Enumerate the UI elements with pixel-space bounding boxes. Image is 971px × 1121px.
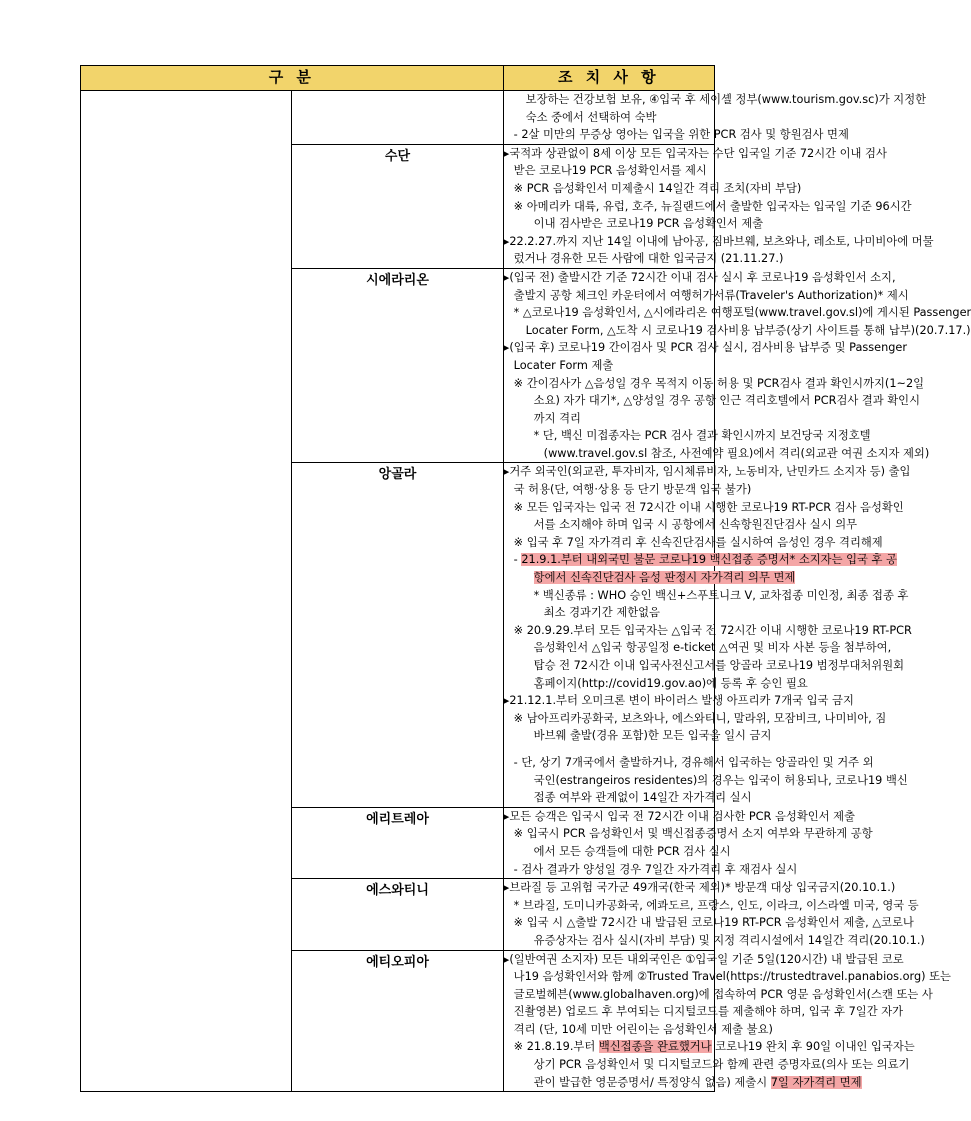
measures-cell bbox=[503, 463, 912, 807]
text-line: - 2살 미만의 무증상 영아는 입국을 위한 PCR 검사 및 항원검사 면제 bbox=[513, 128, 849, 142]
text-line: ※ 입국 후 7일 자가격리 후 신속진단검사를 실시하여 음성인 경우 격리해제 bbox=[513, 535, 883, 549]
text-line: 이내 검사받은 코로나19 PCR 음성확인서 제출 bbox=[533, 217, 764, 231]
text-line: 상기 PCR 음성확인서 및 디지털코드와 함께 관련 증명자료(의사 또는 의료기 bbox=[533, 1058, 910, 1072]
text-line: 출발지 공항 체크인 카운터에서 여행허가서류(Traveler's Authorization)* 제시 bbox=[513, 288, 909, 302]
text-line: ▸(일반여권 소지자) 모든 내외국인은 ①입국일 기준 5일(120시간) 내 발급된 코로 bbox=[503, 952, 904, 966]
measures-table bbox=[80, 65, 971, 1092]
text-line: ※ PCR 음성확인서 미제출시 14일간 격리 조치(자비 부담) bbox=[513, 181, 802, 195]
country-cell: 앙골라 bbox=[292, 463, 503, 807]
text-line: 음성확인서 △입국 항공일정 e-ticket △여권 및 비자 사본 등을 첨부하여, bbox=[533, 641, 892, 655]
text-line: * △코로나19 음성확인서, △시에라리온 여행포털(www.travel.gov.sl)에 게시된 Passenger bbox=[513, 306, 971, 320]
text-line: ※ 입국시 PCR 음성확인서 및 백신접종증명서 소지 여부와 무관하게 공항 bbox=[513, 827, 873, 841]
text-line: 접종 여부와 관계없이 14일간 자가격리 실시 bbox=[533, 791, 752, 805]
text-line: - 검사 결과가 양성일 경우 7일간 자가격리 후 재검사 실시 bbox=[513, 862, 798, 876]
text-line: 최소 경과기간 제한없음 bbox=[543, 606, 660, 620]
text-line: Locater Form, △도착 시 코로나19 검사비용 납부증(상기 사이트를 통해 납부)(20.7.17.) bbox=[525, 323, 971, 337]
text-line: ▸국적과 상관없이 8세 이상 모든 입국자는 수단 입국일 기준 72시간 이내 검사 bbox=[503, 146, 887, 160]
text-line: 에서 모든 승객들에 대한 PCR 검사 실시 bbox=[533, 844, 731, 858]
text-line: - 단, 상기 7개국에서 출발하거나, 경유해서 입국하는 앙골라인 및 거주 외 bbox=[513, 755, 874, 769]
text-line: ▸브라질 등 고위험 국가군 49개국(한국 제외)* 방문객 대상 입국금지(20.10.1.) bbox=[503, 881, 896, 895]
header-category: 구 분 bbox=[81, 66, 504, 91]
highlighted-text: 항에서 신속진단검사 음성 판정시 자가격리 의무 면제 bbox=[533, 571, 796, 585]
country-cell bbox=[292, 91, 503, 145]
text-line: ▸(입국 후) 코로나19 간이검사 및 PCR 검사 실시, 검사비용 납부증 및 Passenger bbox=[503, 341, 908, 355]
text-line: Locater Form 제출 bbox=[513, 358, 614, 372]
measures-cell bbox=[503, 144, 934, 268]
measures-cell bbox=[503, 807, 873, 878]
text-line bbox=[504, 1038, 915, 1056]
text-line: ※ 20.9.29.부터 모든 입국자는 △입국 전 72시간 이내 시행한 코로나19 RT-PCR bbox=[513, 623, 912, 637]
text-line: 국인(estrangeiros residentes)의 경우는 입국이 허용되나, 코로나19 백신 bbox=[533, 773, 908, 787]
highlighted-text: 21.9.1.부터 내외국민 불문 코로나19 백신접종 증명서* 소지자는 입국 후 공 bbox=[521, 553, 897, 567]
text-line: ▸(입국 전) 출발시간 기준 72시간 이내 검사 실시 후 코로나19 음성확인서 소지, bbox=[503, 270, 896, 284]
dash-marker: - bbox=[513, 553, 518, 567]
text-line bbox=[504, 551, 897, 569]
text-line: 홈페이지(http://covid19.gov.ao)에 등록 후 승인 필요 bbox=[533, 676, 808, 690]
header-measures: 조 치 사 항 bbox=[503, 66, 714, 91]
text-line: 유증상자는 검사 실시(자비 부담) 및 지정 격리시설에서 14일간 격리(20.10.1.) bbox=[533, 933, 925, 947]
country-cell: 에스와티니 bbox=[292, 879, 503, 950]
spacer bbox=[504, 745, 714, 754]
text-line: ※ 모든 입국자는 입국 전 72시간 이내 시행한 코로나19 RT-PCR 검사 음성확인 bbox=[513, 500, 904, 514]
text-line: * 단, 백신 미접종자는 PCR 검사 결과 확인시까지 보건당국 지정호텔 bbox=[533, 429, 871, 443]
text-line: ※ 입국 시 △출발 72시간 내 발급된 코로나19 RT-PCR 음성확인서 제출, △코로나 bbox=[513, 916, 914, 930]
text-line: * 브라질, 도미니카공화국, 에콰도르, 프랑스, 인도, 이라크, 이스라엘 미국, 영국 등 bbox=[513, 898, 919, 912]
country-cell: 시에라리온 bbox=[292, 268, 503, 463]
text-line: ※ 간이검사가 △음성일 경우 목적지 이동 허용 및 PCR검사 결과 확인시까지(1~2일 bbox=[513, 376, 925, 390]
text-line: 렀거나 경유한 모든 사람에 대한 입국금지 (21.11.27.) bbox=[513, 252, 784, 266]
text-line: 받은 코로나19 PCR 음성확인서를 제시 bbox=[513, 164, 707, 178]
measures-cell bbox=[503, 950, 951, 1092]
text-line: ※ 아메리카 대륙, 유럽, 호주, 뉴질랜드에서 출발한 입국자는 입국일 기준 96시간 bbox=[513, 199, 912, 213]
text-line: 서를 소지해야 하며 입국 시 공항에서 신속항원진단검사 실시 의무 bbox=[533, 518, 858, 532]
text-line bbox=[504, 1074, 862, 1092]
text-line: 나19 음성확인서와 함께 ②Trusted Travel(https://trustedtravel.panabios.org) 또는 bbox=[513, 970, 951, 984]
text-segment: 코로나19 완치 후 90일 이내인 입국자는 bbox=[711, 1040, 915, 1054]
left-gutter bbox=[81, 91, 292, 1092]
table-row bbox=[81, 91, 715, 145]
text-line: 보장하는 건강보험 보유, ④입국 후 세이셸 정부(www.tourism.gov.sc)가 지정한 bbox=[525, 93, 927, 106]
measures-cell bbox=[503, 268, 971, 463]
text-line: ▸21.12.1.부터 오미크론 변이 바이러스 발생 아프리카 7개국 입국 금지 bbox=[503, 694, 854, 708]
text-line: 격리 (단, 10세 미만 어린이는 음성확인서 제출 불요) bbox=[513, 1022, 773, 1036]
text-line: ▸22.2.27.까지 지난 14일 이내에 남아공, 짐바브웨, 보츠와나, 레소토, 나미비아에 머물 bbox=[503, 234, 934, 248]
text-line: 탑승 전 72시간 이내 입국사전신고서를 앙골라 코로나19 범정부대처위원회 bbox=[533, 659, 905, 672]
text-line: 소요) 자가 대기*, △양성일 경우 공항 인근 격리호텔에서 PCR검사 결과 확인시 bbox=[533, 394, 921, 408]
text-line: 국 허용(단, 여행·상용 등 단기 방문객 입국 불가) bbox=[513, 483, 752, 497]
text-line: 글로벌헤븐(www.globalhaven.org)에 접속하여 PCR 영문 음성확인서(스캔 또는 사 bbox=[513, 987, 933, 1001]
country-cell: 에리트레아 bbox=[292, 807, 503, 878]
text-line: (www.travel.gov.sl 참조, 사전예약 필요)에서 격리(외교관 여권 소지자 제외) bbox=[543, 446, 930, 460]
text-line: 까지 격리 bbox=[533, 411, 581, 425]
text-line: ▸거주 외국인(외교관, 투자비자, 임시체류비자, 노동비자, 난민카드 소지자 등) 출입 bbox=[503, 465, 911, 479]
text-line: 숙소 중에서 선택하여 숙박 bbox=[525, 110, 657, 124]
measures-cell bbox=[503, 879, 925, 950]
highlighted-text: 백신접종을 완료했거나 bbox=[598, 1040, 712, 1054]
text-line: ▸모든 승객은 입국시 입국 전 72시간 이내 검사한 PCR 음성확인서 제출 bbox=[503, 809, 855, 823]
text-segment: 관이 발급한 영문증명서/ 특정양식 없음) 제출시 bbox=[533, 1075, 771, 1089]
text-line: 바브웨 출발(경유 포함)한 모든 입국을 일시 금지 bbox=[533, 729, 772, 743]
country-cell: 수단 bbox=[292, 144, 503, 268]
measures-cell bbox=[503, 91, 927, 145]
text-line bbox=[504, 569, 796, 587]
country-cell: 에티오피아 bbox=[292, 950, 503, 1092]
text-line: * 백신종류 : WHO 승인 백신+스푸트니크 V, 교차접종 미인정, 최종 접종 후 bbox=[533, 588, 909, 602]
text-line: ※ 남아프리카공화국, 보츠와나, 에스와티니, 말라위, 모잠비크, 나미비아, 짐 bbox=[513, 711, 887, 725]
highlighted-text: 7일 자가격리 면제 bbox=[770, 1075, 862, 1089]
text-segment: ※ 21.8.19.부터 bbox=[513, 1040, 599, 1054]
text-line: 진촬영본) 업로드 후 부여되는 디지털코드를 제출해야 하며, 입국 후 7일간 자가 bbox=[513, 1005, 904, 1019]
